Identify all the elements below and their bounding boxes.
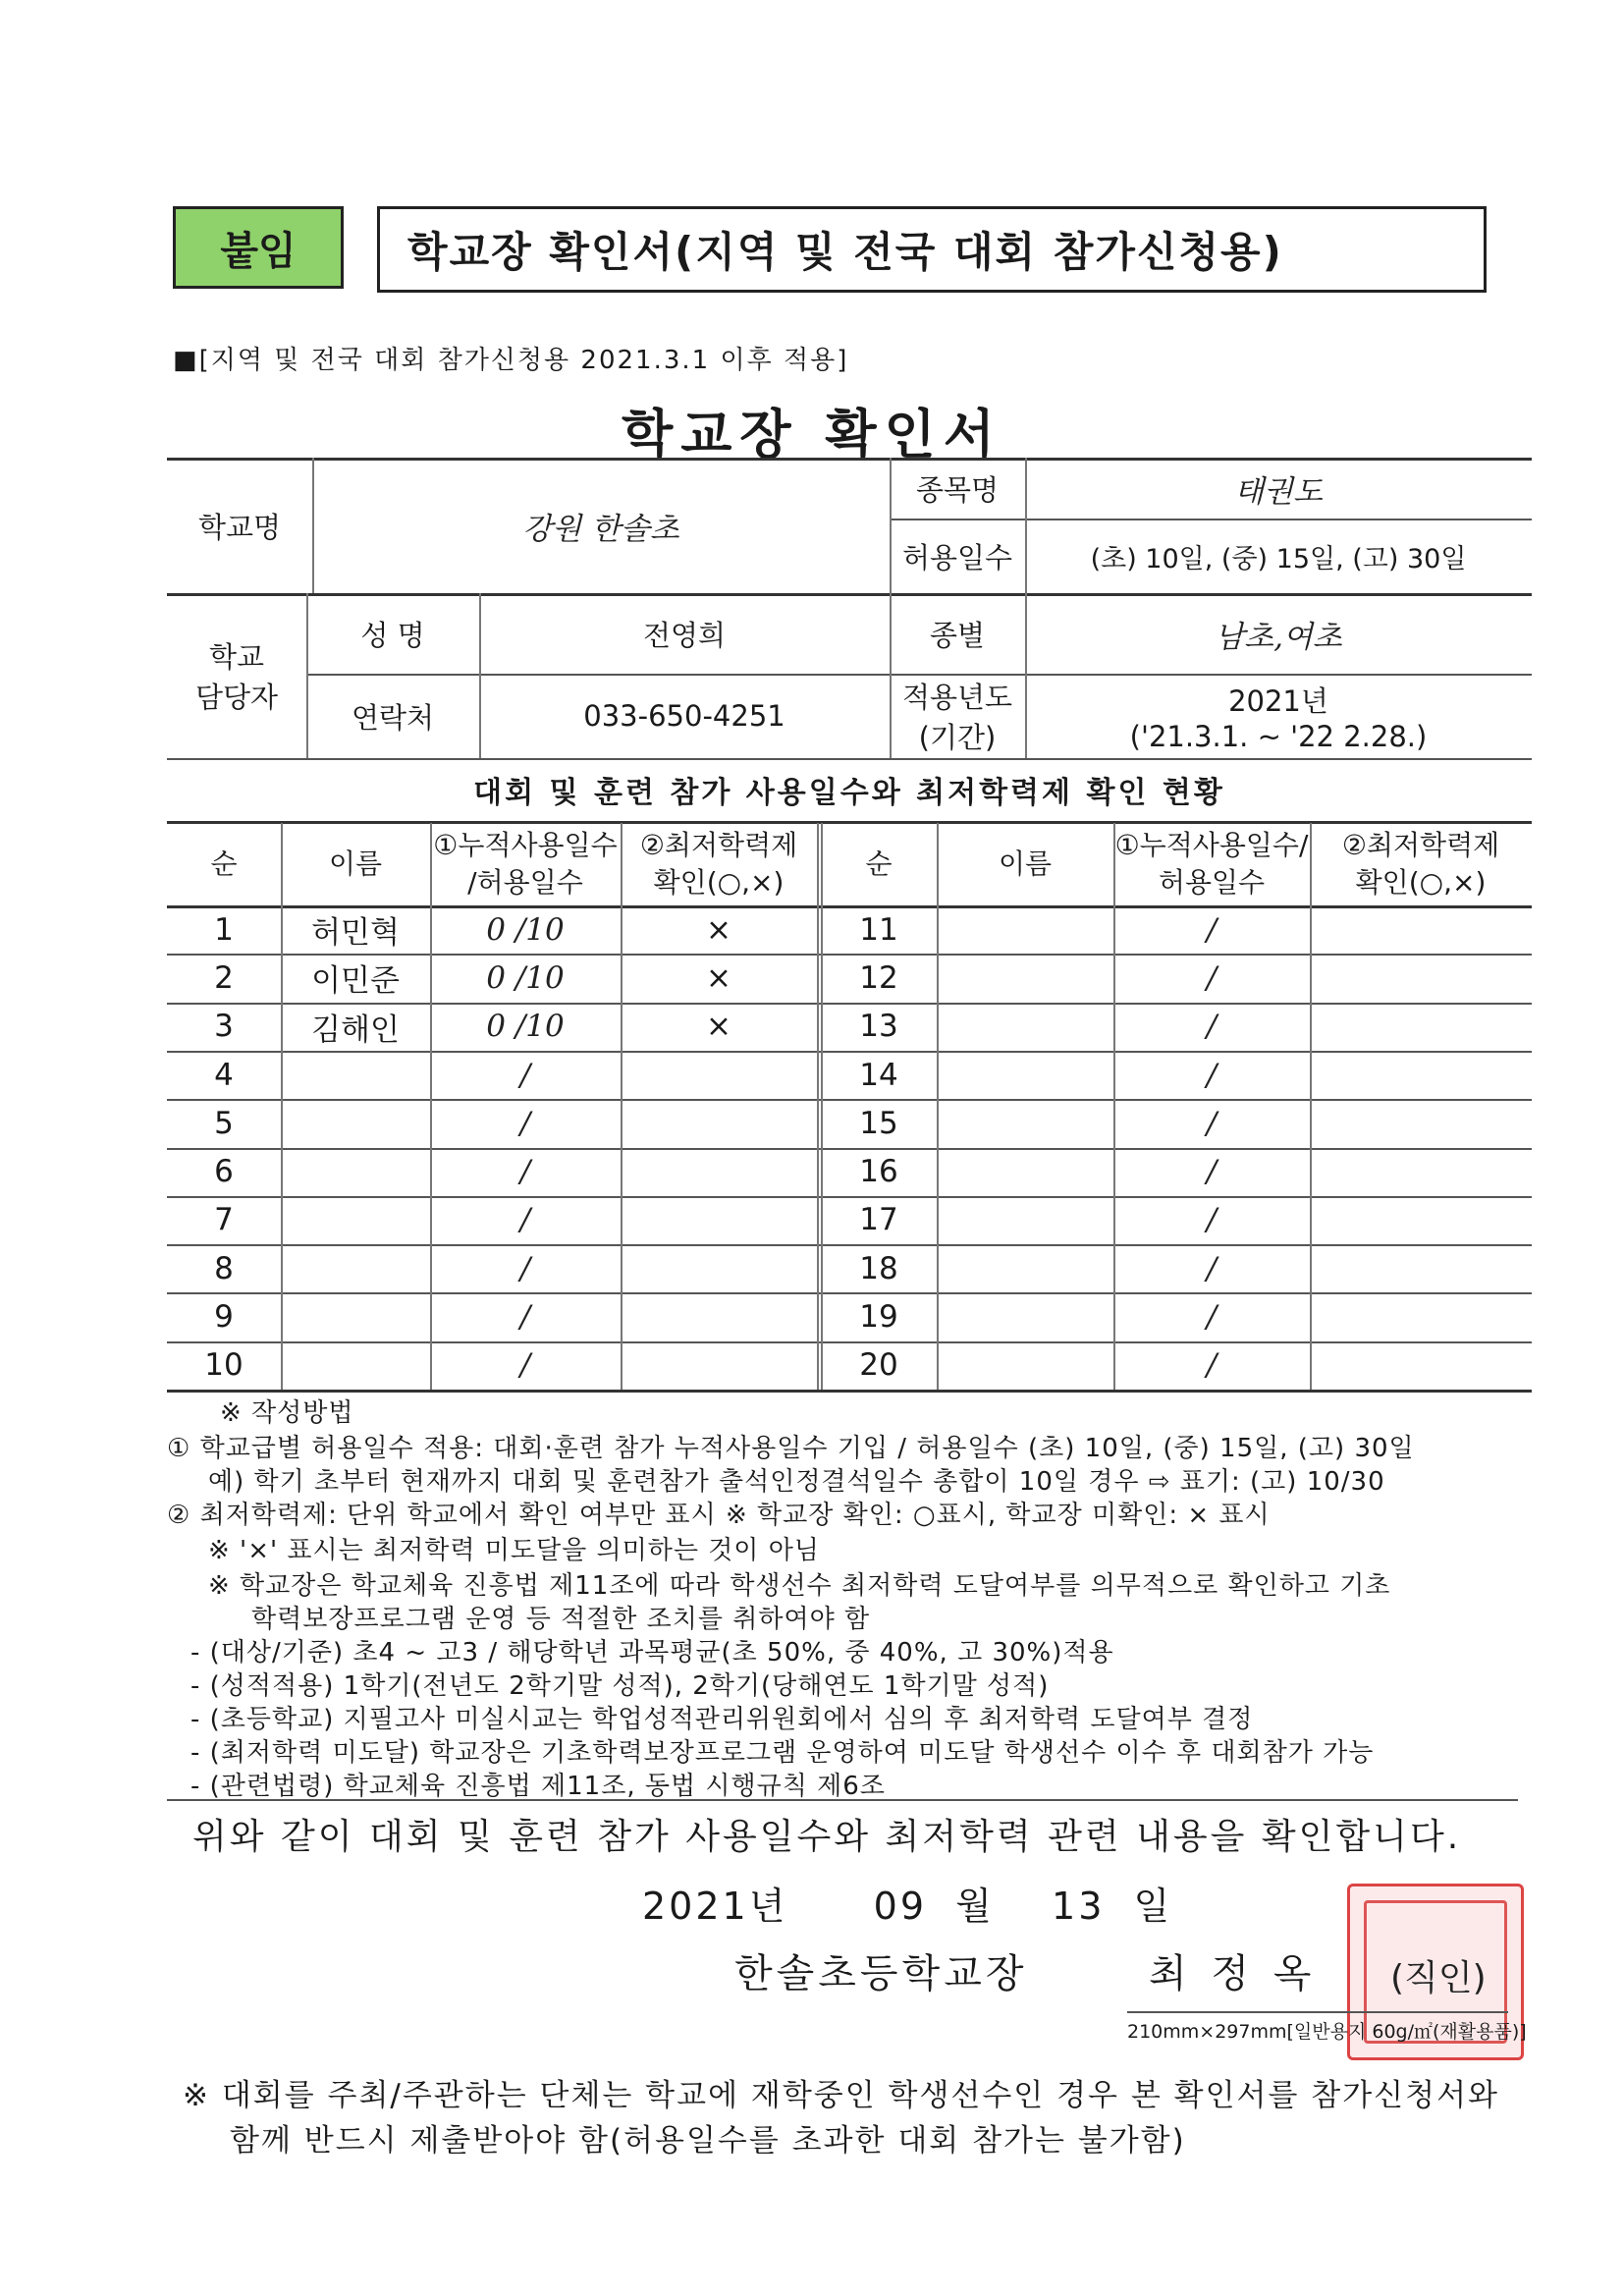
table-rule: [1113, 823, 1115, 1390]
athlete-name: [937, 905, 1113, 954]
table-rule: [167, 1148, 1532, 1150]
year-value: 2021년 ('21.3.1. ~ '22 2.28.): [1129, 683, 1428, 753]
used-days: /: [1206, 1250, 1218, 1286]
allowed-days-value: (초) 10일, (중) 15일, (고) 30일: [1090, 543, 1467, 574]
row-number: 6: [214, 1154, 234, 1190]
used-days: /: [1206, 1057, 1218, 1093]
used-days: /: [1206, 1009, 1218, 1045]
school-name-value: 강원 한솔초: [522, 511, 679, 547]
note-1-example: 예) 학기 초부터 현재까지 대회 및 훈련참가 출석인정결석일수 총합이 10일 경우 ⇨ 표기: (고) 10/30: [208, 1467, 1385, 1497]
athlete-name: 김해인: [311, 1011, 400, 1048]
header-no: 순: [210, 847, 238, 880]
table-rule: [821, 823, 823, 1390]
row-number: 15: [859, 1105, 898, 1141]
document-header-title: 학교장 확인서(지역 및 전국 대회 참가신청용): [377, 206, 1487, 293]
table-rule: [167, 1244, 1532, 1246]
athlete-name: [937, 1341, 1113, 1390]
applicability-note: ■[지역 및 전국 대회 참가신청용 2021.3.1 이후 적용]: [173, 346, 849, 375]
note-1: ① 학교급별 허용일수 적용: 대회·훈련 참가 누적사용일수 기입 / 허용일수 (초) 10일, (중) 15일, (고) 30일: [167, 1434, 1415, 1463]
used-days: /: [1206, 1202, 1218, 1238]
school-name-label: 학교명: [197, 510, 282, 544]
row-number: 7: [214, 1202, 234, 1238]
grade-check: [621, 1244, 817, 1292]
athlete-name: 이민준: [311, 963, 400, 1000]
used-days: /: [519, 1202, 531, 1238]
grade-check: [1310, 1148, 1532, 1196]
table-rule: [430, 823, 432, 1390]
name-value: 전영희: [642, 618, 727, 652]
row-number: 19: [859, 1299, 898, 1336]
grade-check: [621, 1051, 817, 1099]
grade-check: [1310, 1051, 1532, 1099]
table-rule: [1310, 823, 1312, 1390]
athlete-name: [281, 1051, 430, 1099]
used-days: 0 /10: [486, 1009, 565, 1045]
grade-check: [1310, 1341, 1532, 1390]
row-number: 14: [859, 1057, 898, 1093]
table-rule: [281, 823, 283, 1390]
grade-check: [621, 1099, 817, 1147]
principal-title: 한솔초등학교장: [734, 1951, 1028, 1996]
detail-unmet: - (최저학력 미도달) 학교장은 기초학력보장프로그램 운영하여 미도달 학생선수 이수 후 대회참가 가능: [190, 1738, 1375, 1768]
detail-grades: - (성적적용) 1학기(전년도 2학기말 성적), 2학기(당해연도 1학기말 성적): [190, 1671, 1050, 1701]
table-rule: [167, 1292, 1532, 1294]
athlete-name: [937, 1148, 1113, 1196]
name-label: 성 명: [360, 618, 425, 652]
row-number: 12: [859, 959, 898, 996]
row-number: 13: [859, 1009, 898, 1045]
detail-law: - (관련법령) 학교체육 진흥법 제11조, 동법 시행규칙 제6조: [190, 1772, 886, 1801]
athlete-name: [281, 1148, 430, 1196]
table-rule: [167, 1003, 1532, 1005]
used-days: /: [519, 1299, 531, 1336]
header-days: ①누적사용일수 /허용일수: [433, 829, 618, 899]
page-title: 학교장 확인서: [622, 404, 1002, 465]
phone-value: 033-650-4251: [583, 699, 785, 733]
grade-check: [1310, 1244, 1532, 1292]
section-title: 대회 및 훈련 참가 사용일수와 최저학력제 확인 현황: [473, 776, 1225, 810]
attachment-tag: 붙임: [173, 206, 344, 289]
used-days: /: [519, 1347, 531, 1384]
athlete-name: [937, 1003, 1113, 1051]
year-label: 적용년도 (기간): [901, 681, 1013, 754]
row-number: 17: [859, 1202, 898, 1238]
grade-check: [1310, 905, 1532, 954]
row-number: 11: [859, 911, 898, 948]
grade-check: [1310, 1099, 1532, 1147]
athlete-name: [937, 954, 1113, 1002]
grade-check: [1310, 1003, 1532, 1051]
used-days: /: [519, 1154, 531, 1190]
athlete-name: [281, 1341, 430, 1390]
row-number: 4: [214, 1057, 234, 1093]
table-rule: [167, 1341, 1532, 1343]
used-days: 0 /10: [486, 911, 565, 948]
athlete-name: [281, 1099, 430, 1147]
grade-check: [1310, 1292, 1532, 1340]
used-days: /: [519, 1105, 531, 1141]
paper-spec-note: 210mm×297mm[일반용지 60g/㎡(재활용품)]: [1127, 2021, 1527, 2043]
table-rule: [167, 1051, 1532, 1053]
used-days: /: [1206, 959, 1218, 996]
row-number: 8: [214, 1250, 234, 1286]
row-number: 18: [859, 1250, 898, 1286]
note-3: ※ '×' 표시는 최저학력 미도달을 의미하는 것이 아님: [208, 1536, 820, 1565]
footer-note-line1: ※ 대회를 주최/주관하는 단체는 학교에 재학중인 학생선수인 경우 본 확인서를 참가신청서와: [183, 2078, 1499, 2113]
note-4-cont: 학력보장프로그램 운영 등 적절한 조치를 취하여야 함: [251, 1605, 871, 1634]
used-days: /: [1206, 911, 1218, 948]
confirmation-text: 위와 같이 대회 및 훈련 참가 사용일수와 최저학력 관련 내용을 확인합니다.: [192, 1817, 1462, 1857]
grade-check: [1310, 1196, 1532, 1244]
event-label: 종목명: [915, 472, 1000, 507]
grade-check: [621, 1148, 817, 1196]
header-no-right: 순: [865, 847, 893, 880]
used-days: /: [1206, 1299, 1218, 1336]
footer-note-line2: 함께 반드시 제출받아야 함(허용일수를 초과한 대회 참가는 불가함): [230, 2123, 1186, 2159]
athlete-name: [937, 1196, 1113, 1244]
table-rule: [167, 1099, 1532, 1101]
event-value: 태권도: [1234, 473, 1323, 510]
table-rule: [817, 823, 819, 1390]
row-number: 10: [204, 1347, 244, 1384]
athlete-name: [937, 1292, 1113, 1340]
row-number: 3: [214, 1009, 234, 1045]
grade-check: ×: [706, 1009, 731, 1045]
used-days: /: [1206, 1105, 1218, 1141]
table-rule: [167, 1196, 1532, 1198]
athlete-name: [281, 1196, 430, 1244]
detail-elementary: - (초등학교) 지필고사 미실시교는 학업성적관리위원회에서 심의 후 최저학력 도달여부 결정: [190, 1705, 1254, 1734]
athlete-name: [937, 1099, 1113, 1147]
grade-check: [1310, 954, 1532, 1002]
kind-value: 남초,여초: [1215, 619, 1342, 655]
header-name: 이름: [328, 847, 383, 880]
grade-check: [621, 1292, 817, 1340]
header-name-right: 이름: [998, 847, 1053, 880]
used-days: /: [519, 1250, 531, 1286]
detail-target: - (대상/기준) 초4 ~ 고3 / 해당학년 과목평균(초 50%, 중 40%, 고 30%)적용: [190, 1638, 1114, 1667]
grade-check: [621, 1341, 817, 1390]
signing-date: 2021년 09 월 13 일: [642, 1885, 1173, 1928]
header-days-right: ①누적사용일수/ 허용일수: [1114, 829, 1309, 899]
staff-label: 학교 담당자: [194, 640, 279, 714]
note-4: ※ 학교장은 학교체육 진흥법 제11조에 따라 학생선수 최저학력 도달여부를 의무적으로 확인하고 기초: [208, 1571, 1391, 1601]
row-number: 1: [214, 911, 234, 948]
used-days: /: [519, 1057, 531, 1093]
note-2: ② 최저학력제: 단위 학교에서 확인 여부만 표시 ※ 학교장 확인: ○표시, 학교장 미확인: × 표시: [167, 1501, 1271, 1530]
row-number: 16: [859, 1154, 898, 1190]
table-rule: [167, 905, 1532, 908]
table-rule: [937, 823, 939, 1390]
athlete-name: 허민혁: [311, 915, 400, 952]
grade-check: [621, 1196, 817, 1244]
seal-label: (직인): [1390, 1958, 1487, 1998]
allowed-days-label: 허용일수: [901, 540, 1013, 574]
athlete-name: [281, 1244, 430, 1292]
row-number: 2: [214, 959, 234, 996]
table-rule: [167, 1390, 1532, 1393]
row-number: 20: [859, 1347, 898, 1384]
athlete-name: [281, 1292, 430, 1340]
table-rule: [167, 954, 1532, 956]
header-check-right: ②최저학력제 확인(○,×): [1341, 829, 1500, 899]
header-check: ②최저학력제 확인(○,×): [639, 829, 798, 899]
table-rule: [621, 823, 623, 1390]
grade-check: ×: [706, 911, 731, 948]
used-days: /: [1206, 1347, 1218, 1384]
notes-heading: ※ 작성방법: [220, 1398, 354, 1428]
phone-label: 연락처: [351, 700, 435, 735]
grade-check: ×: [706, 959, 731, 996]
kind-label: 종별: [929, 618, 986, 652]
row-number: 5: [214, 1105, 234, 1141]
row-number: 9: [214, 1299, 234, 1336]
used-days: 0 /10: [486, 959, 565, 996]
used-days: /: [1206, 1154, 1218, 1190]
principal-name: 최 정 옥: [1149, 1951, 1318, 1996]
athlete-name: [937, 1244, 1113, 1292]
athlete-name: [937, 1051, 1113, 1099]
